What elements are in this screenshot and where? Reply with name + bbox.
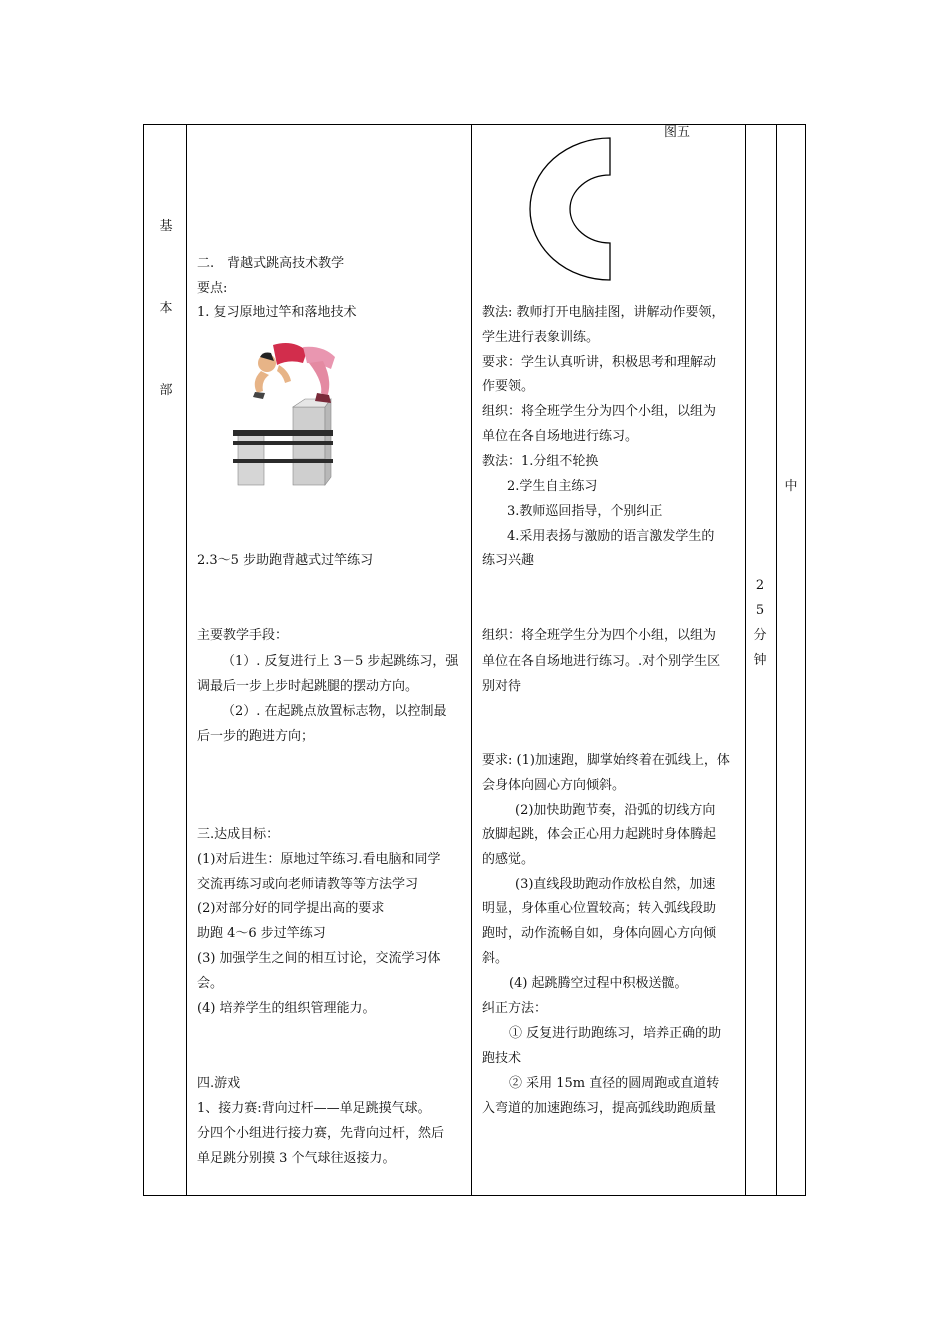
requirement-line: 要求：学生认真听讲，积极思考和理解动	[482, 355, 717, 370]
correction-line: 跑技术	[482, 1051, 522, 1066]
heading: 二. 背越式跳高技术教学	[197, 256, 345, 271]
requirement-line: 的感觉。	[482, 852, 535, 867]
requirement-line: 会身体向圆心方向倾斜。	[482, 778, 626, 793]
correction-line: ① 反复进行助跑练习，培养正确的助	[509, 1026, 722, 1041]
key-points-label: 要点:	[197, 281, 228, 296]
method-line: 教法: 教师打开电脑挂图，讲解动作要领，	[482, 305, 725, 320]
requirement-line: 要求: (1)加速跑，脚掌始终着在弧线上，体	[482, 753, 730, 768]
curved-runway-diagram	[527, 135, 613, 287]
teaching-method-line: 练习兴趣	[482, 553, 535, 568]
time-char: 分	[753, 628, 767, 643]
requirement-line: 作要领。	[482, 379, 535, 394]
goals-title: 三.达成目标：	[197, 827, 280, 842]
teaching-means-title: 主要教学手段：	[197, 628, 289, 643]
goal-1-cont: 交流再练习或向老师请教等等方法学习	[197, 877, 419, 892]
intensity-column	[776, 125, 807, 1195]
organization-line: 单位在各自场地进行练习。	[482, 429, 639, 444]
figure-label: 图五	[664, 125, 691, 140]
game-title: 四.游戏	[197, 1076, 241, 1091]
correction-line: ② 采用 15m 直径的圆周跑或直道转	[509, 1076, 720, 1091]
time-char: 5	[755, 603, 765, 618]
content-column	[186, 125, 471, 1195]
time-column	[745, 125, 776, 1195]
requirement-line: (2)加快助跑节奏，沿弧的切线方向	[515, 803, 716, 818]
section-char: 本	[159, 301, 173, 316]
organization-line: 组织：将全班学生分为四个小组，以组为	[482, 628, 717, 643]
requirement-line: 斜。	[482, 951, 509, 966]
teaching-method-line: 4.采用表扬与激励的语言激发学生的	[507, 529, 715, 544]
methods-column	[471, 125, 745, 1195]
requirement-line: (4) 起跳腾空过程中积极送髋。	[509, 976, 688, 991]
goal-3-cont: 会。	[197, 976, 224, 991]
organization-line: 组织：将全班学生分为四个小组，以组为	[482, 404, 717, 419]
organization-line: 别对待	[482, 679, 522, 694]
goal-2: (2)对部分好的同学提出高的要求	[197, 901, 385, 916]
goal-3: (3) 加强学生之间的相互讨论，交流学习体	[197, 951, 441, 966]
goal-1: (1)对后进生：原地过竿练习.看电脑和同学	[197, 852, 441, 867]
teaching-means-2: （2）. 在起跳点放置标志物，以控制最	[222, 704, 447, 719]
lesson-plan-table	[143, 124, 806, 1196]
requirement-line: 放脚起跳，体会正心用力起跳时身体腾起	[482, 827, 717, 842]
organization-line: 单位在各自场地进行练习。.对个别学生区	[482, 654, 721, 669]
game-line-1: 1、接力赛:背向过杆——单足跳摸气球。	[197, 1101, 431, 1116]
section-column	[144, 125, 186, 1195]
method-line: 学生进行表象训练。	[482, 330, 600, 345]
correction-title: 纠正方法：	[482, 1001, 548, 1016]
intensity-label: 中	[784, 479, 798, 494]
game-line-3: 单足跳分别摸 3 个气球往返接力。	[197, 1151, 396, 1166]
item-1: 1. 复习原地过竿和落地技术	[197, 305, 357, 320]
goal-2-cont: 助跑 4～6 步过竿练习	[197, 926, 326, 941]
teaching-means-1: （1）. 反复进行上 3－5 步起跳练习，强	[222, 654, 459, 669]
game-line-2: 分四个小组进行接力赛，先背向过杆，然后	[197, 1126, 445, 1141]
correction-line: 入弯道的加速跑练习，提高弧线助跑质量	[482, 1101, 717, 1116]
section-char: 基	[159, 219, 173, 234]
teaching-means-1-cont: 调最后一步上步时起跳腿的摆动方向。	[197, 679, 419, 694]
teaching-method-line: 教法：1.分组不轮换	[482, 454, 599, 469]
time-char: 钟	[753, 653, 767, 668]
teaching-means-2-cont: 后一步的跑进方向；	[197, 729, 315, 744]
requirement-line: 跑时，动作流畅自如，身体向圆心方向倾	[482, 926, 717, 941]
time-char: 2	[755, 578, 765, 593]
requirement-line: (3)直线段助跑动作放松自然，加速	[515, 877, 716, 892]
goal-4: (4) 培养学生的组织管理能力。	[197, 1001, 376, 1016]
teaching-method-line: 2.学生自主练习	[507, 479, 598, 494]
item-2: 2.3～5 步助跑背越式过竿练习	[197, 553, 374, 568]
requirement-line: 明显，身体重心位置较高；转入弧线段助	[482, 901, 717, 916]
high-jump-illustration	[231, 335, 341, 495]
section-char: 部	[159, 383, 173, 398]
teaching-method-line: 3.教师巡回指导，个别纠正	[507, 504, 663, 519]
